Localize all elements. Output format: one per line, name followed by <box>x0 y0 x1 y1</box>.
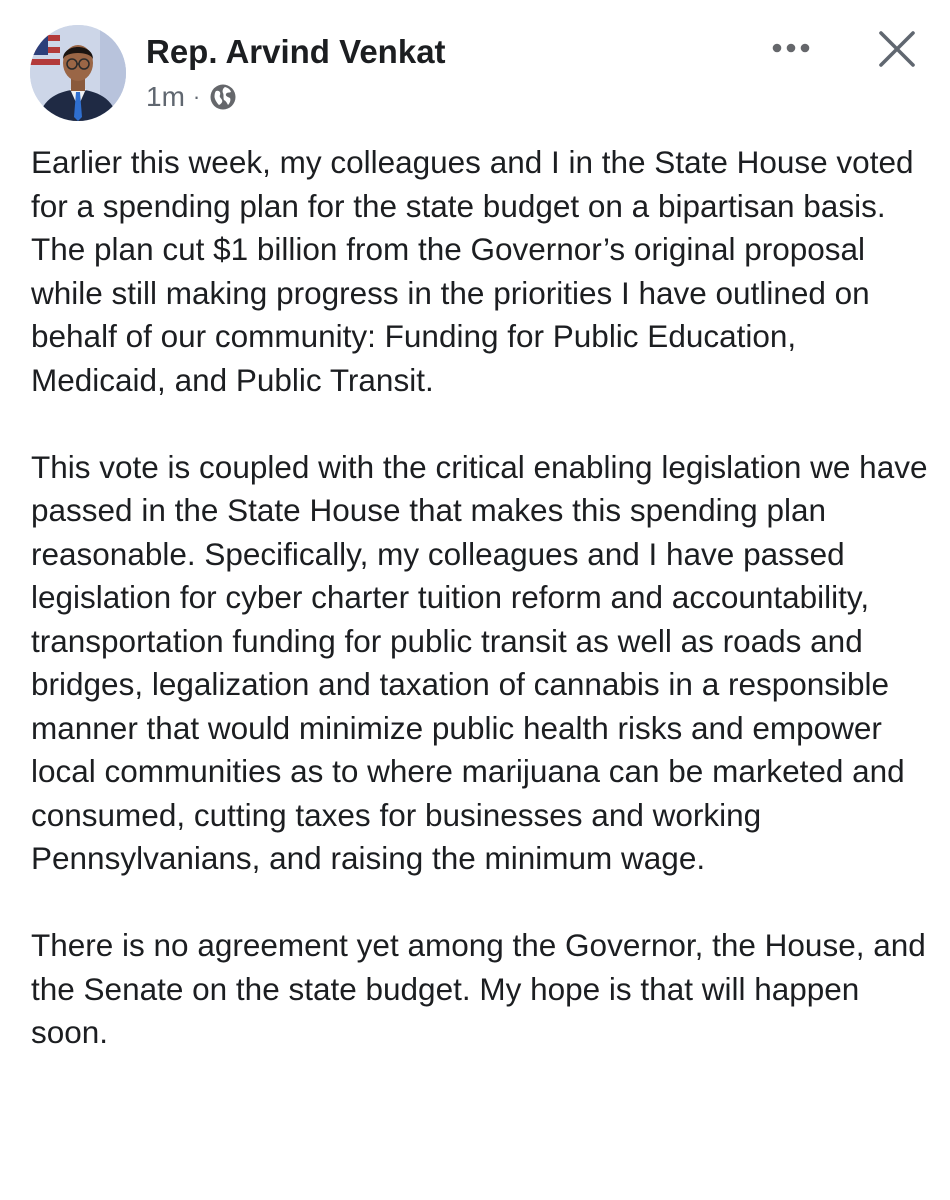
post-paragraph: This vote is coupled with the critical enabling legislation we have passed in the State House that makes this spending plan reasonable. Specifically, my colleagues and I have passed legislation for cyber charter tuition reform and accountability, transportation funding for public transit as well as roads and bridges, legalization and taxation of cannabis in a responsible manner that would minimize public health risks and empower local communities as to where marijuana can be marketed and consumed, cutting taxes for businesses and working Pennsylvanians, and raising the minimum wage. <box>31 448 928 876</box>
close-button[interactable] <box>872 24 922 74</box>
globe-icon[interactable] <box>209 83 237 111</box>
author-avatar[interactable] <box>30 25 126 121</box>
post-paragraph: Earlier this week, my colleagues and I in the State House voted for a spending plan for the state budget on a bipartisan basis. The plan cut $1 billion from the Governor’s original proposal while still making progress in the priorities I have outlined on behalf of our community: Funding for Public Education, Medicaid, and Public Transit. <box>31 144 914 398</box>
post-timestamp[interactable]: 1m <box>146 81 185 112</box>
post-header <box>0 0 950 130</box>
more-options-icon <box>771 42 811 54</box>
post-meta <box>146 80 237 114</box>
close-icon <box>878 30 916 68</box>
more-options-button[interactable] <box>766 28 816 68</box>
post-body <box>31 141 936 1055</box>
profile-photo-icon <box>30 25 126 121</box>
post-paragraph: There is no agreement yet among the Governor, the House, and the Senate on the state budget. My hope is that will happen soon. <box>31 927 926 1050</box>
author-name[interactable]: Rep. Arvind Venkat <box>146 33 446 70</box>
meta-separator: · <box>192 84 201 109</box>
